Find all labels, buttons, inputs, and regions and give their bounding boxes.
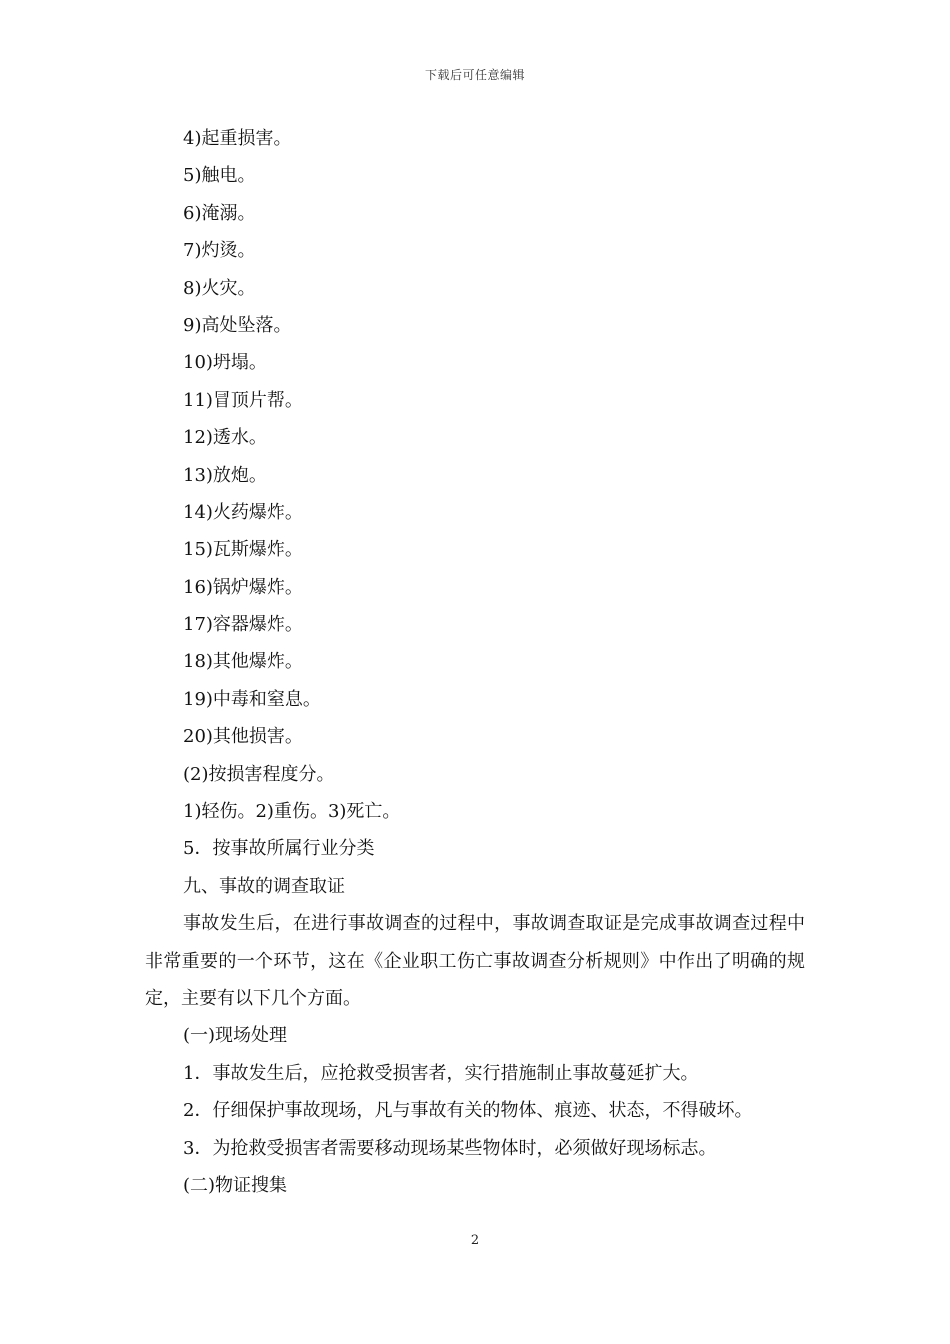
chapter-heading: 九、事故的调查取证 [183, 875, 345, 897]
list-item: 19)中毒和窒息。 [183, 688, 321, 710]
list-item: 9)高处坠落。 [183, 314, 292, 336]
list-item: 3．为抢救受损害者需要移动现场某些物体时，必须做好现场标志。 [183, 1137, 717, 1159]
list-item: 14)火药爆炸。 [183, 501, 303, 523]
list-item: 2．仔细保护事故现场，凡与事故有关的物体、痕迹、状态，不得破坏。 [183, 1100, 753, 1122]
list-item: 6)淹溺。 [183, 202, 256, 224]
list-item: 1)轻伤。2)重伤。3)死亡。 [183, 801, 401, 823]
page-header: 下载后可任意编辑 [424, 68, 525, 82]
page-number: 2 [470, 1233, 480, 1248]
list-item: 20)其他损害。 [183, 726, 303, 748]
subsection-heading: (二)物证搜集 [183, 1174, 288, 1196]
list-item: 5)触电。 [183, 165, 256, 187]
list-item: 18)其他爆炸。 [183, 651, 303, 673]
list-item: 1．事故发生后，应抢救受损害者，实行措施制止事故蔓延扩大。 [183, 1062, 699, 1084]
subsection-heading: (2)按损害程度分。 [183, 763, 335, 785]
list-item: 13)放炮。 [183, 464, 267, 486]
list-item: 12)透水。 [183, 427, 267, 449]
list-item: 7)灼烫。 [183, 240, 256, 262]
list-item: 4)起重损害。 [183, 128, 292, 149]
list-item: 8)火灾。 [183, 277, 256, 299]
list-item: 17)容器爆炸。 [183, 614, 303, 636]
list-item: 16)锅炉爆炸。 [183, 576, 303, 598]
list-item: 10)坍塌。 [183, 352, 267, 374]
document-body [145, 120, 805, 1204]
list-item: 11)冒顶片帮。 [183, 389, 303, 411]
subsection-heading: (一)现场处理 [183, 1025, 288, 1047]
section-heading: 5．按事故所属行业分类 [183, 838, 375, 860]
list-item: 15)瓦斯爆炸。 [183, 539, 303, 561]
body-paragraph: 事故发生后，在进行事故调查的过程中，事故调查取证是完成事故调查过程中非常重要的一个环节，这在《企业职工伤亡事故调查分析规则》中作出了明确的规定，主要有以下几个方面。 [145, 913, 805, 1010]
